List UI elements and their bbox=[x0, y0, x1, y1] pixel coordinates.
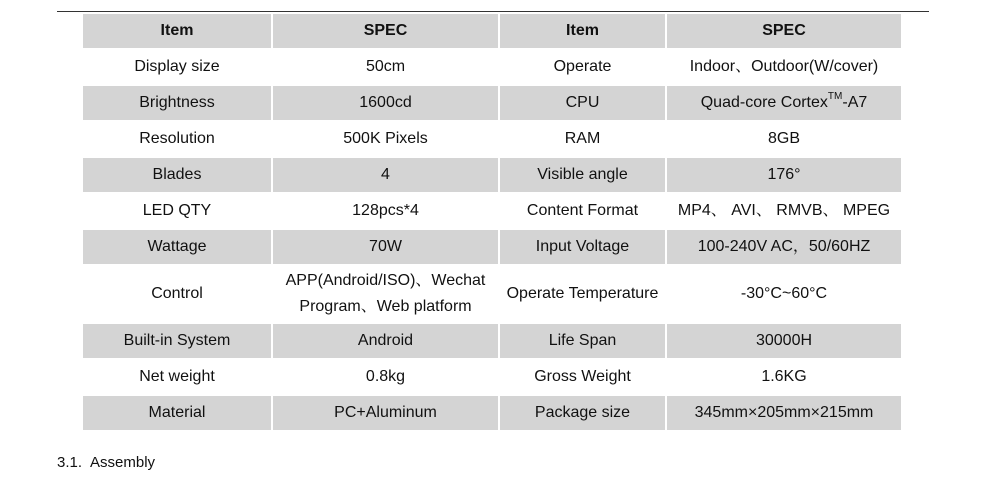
item-cell: CPU bbox=[499, 85, 666, 121]
spec-cell bbox=[666, 85, 901, 121]
item-cell: Blades bbox=[83, 157, 272, 193]
item-cell: Input Voltage bbox=[499, 229, 666, 265]
spec-cell: 50cm bbox=[272, 49, 499, 85]
item-cell: Resolution bbox=[83, 121, 272, 157]
item-cell: Net weight bbox=[83, 359, 272, 395]
item-cell: Brightness bbox=[83, 85, 272, 121]
item-cell: Material bbox=[83, 395, 272, 431]
spec-cell: 70W bbox=[272, 229, 499, 265]
spec-cell: 1.6KG bbox=[666, 359, 901, 395]
spec-cell: 1600cd bbox=[272, 85, 499, 121]
item-cell: Gross Weight bbox=[499, 359, 666, 395]
spec-table bbox=[83, 14, 901, 432]
table-row bbox=[83, 395, 901, 431]
spec-cell bbox=[272, 265, 499, 323]
spec-cell: Android bbox=[272, 323, 499, 359]
item-cell: Life Span bbox=[499, 323, 666, 359]
spec-cell: 500K Pixels bbox=[272, 121, 499, 157]
spec-cell: 345mm×205mm×215mm bbox=[666, 395, 901, 431]
spec-cell: Indoor、Outdoor(W/cover) bbox=[666, 49, 901, 85]
top-rule bbox=[57, 11, 929, 12]
spec-cell: PC+Aluminum bbox=[272, 395, 499, 431]
table-row bbox=[83, 323, 901, 359]
item-cell: RAM bbox=[499, 121, 666, 157]
header-item: Item bbox=[499, 14, 666, 49]
item-cell: Visible angle bbox=[499, 157, 666, 193]
section-number: 3.1. bbox=[57, 454, 83, 471]
cpu-name: Quad-core Cortex bbox=[700, 94, 828, 111]
table-row bbox=[83, 85, 901, 121]
table-row bbox=[83, 229, 901, 265]
spec-cell: 100-240V AC，50/60HZ bbox=[666, 229, 901, 265]
table-row bbox=[83, 193, 901, 229]
item-cell: Package size bbox=[499, 395, 666, 431]
item-cell: Control bbox=[83, 265, 272, 323]
spec-cell: -30°C~60°C bbox=[666, 265, 901, 323]
spec-cell: 30000H bbox=[666, 323, 901, 359]
section-heading bbox=[57, 454, 155, 471]
item-cell: Wattage bbox=[83, 229, 272, 265]
table-row bbox=[83, 157, 901, 193]
spec-cell: 8GB bbox=[666, 121, 901, 157]
spec-line: Program、Web platform bbox=[299, 298, 472, 315]
table-row bbox=[83, 359, 901, 395]
table-row bbox=[83, 265, 901, 323]
spec-cell: 128pcs*4 bbox=[272, 193, 499, 229]
item-cell: LED QTY bbox=[83, 193, 272, 229]
spec-cell: 176° bbox=[666, 157, 901, 193]
spec-cell: 4 bbox=[272, 157, 499, 193]
header-spec: SPEC bbox=[272, 14, 499, 49]
table-header-row bbox=[83, 14, 901, 49]
spec-line: APP(Android/ISO)、Wechat bbox=[285, 272, 486, 289]
item-cell: Content Format bbox=[499, 193, 666, 229]
spec-cell: MP4、 AVI、 RMVB、 MPEG bbox=[666, 193, 901, 229]
spec-cell: 0.8kg bbox=[272, 359, 499, 395]
item-cell: Built-in System bbox=[83, 323, 272, 359]
header-spec: SPEC bbox=[666, 14, 901, 49]
item-cell: Operate bbox=[499, 49, 666, 85]
table-row bbox=[83, 121, 901, 157]
cpu-suffix: -A7 bbox=[842, 94, 868, 111]
section-title: Assembly bbox=[90, 454, 156, 471]
trademark-mark: TM bbox=[827, 90, 843, 102]
item-cell: Operate Temperature bbox=[499, 265, 666, 323]
header-item: Item bbox=[83, 14, 272, 49]
table-row bbox=[83, 49, 901, 85]
item-cell: Display size bbox=[83, 49, 272, 85]
